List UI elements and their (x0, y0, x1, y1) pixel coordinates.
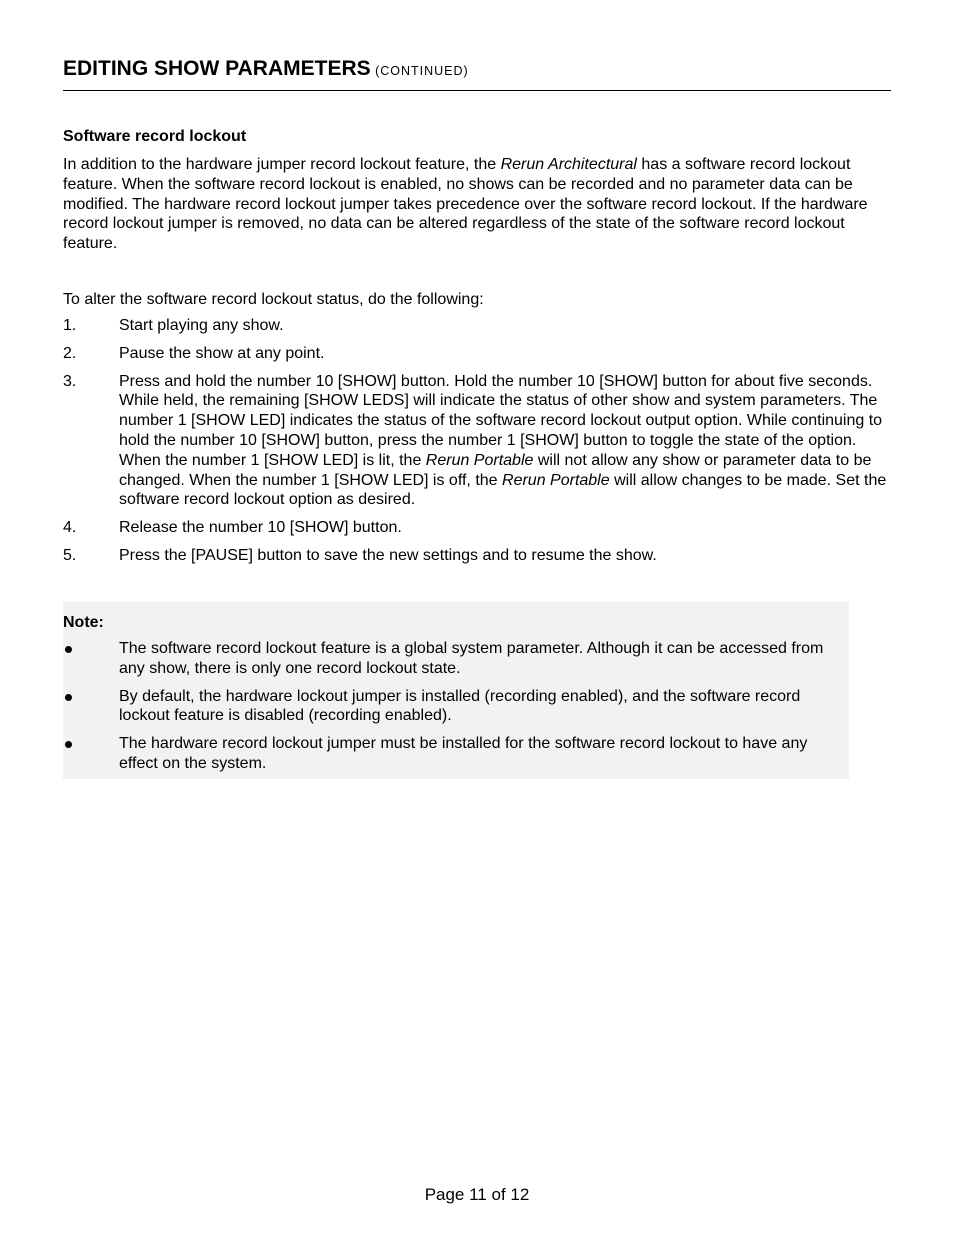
step-text-part: will allow changes to be made. Set the software record lockout option as desired. (119, 471, 887, 509)
step-item (63, 518, 891, 538)
section-heading: Software record lockout (63, 128, 247, 145)
note-text: The software record lockout feature is a global system parameter. Although it can be accessed from any show, there is only one record lockout state. (119, 640, 824, 677)
bullet-icon (65, 694, 72, 701)
alter-instructions: To alter the software record lockout status, do the following: (63, 291, 484, 308)
bullet-icon (65, 741, 72, 748)
step-item (63, 316, 891, 336)
intro-paragraph (63, 155, 891, 254)
step-text-part: Press and hold the number 10 [SHOW] button. Hold the number 10 [SHOW] button for about five seconds. While held, the remaining [SHOW LEDS] will indicate the status of other show and system parameters. The number 1 [SHOW LED] indicates the status of the software record lockout output option. While continuing to hold the number 10 [SHOW] button, press the number 1 [SHOW] button to toggle the state of the option. When the number 1 [SHOW LED] is lit, the (119, 372, 883, 469)
step-number: 3. (63, 372, 77, 390)
bullet-icon (65, 646, 72, 653)
step-item (63, 372, 891, 511)
note-item (63, 687, 849, 727)
note-list (63, 639, 849, 782)
step-item (63, 344, 891, 364)
step-text: Press the [PAUSE] button to save the new settings and to resume the show. (119, 546, 657, 564)
step-number: 4. (63, 519, 77, 537)
step-number: 5. (63, 546, 77, 564)
step-number: 1. (63, 317, 77, 334)
note-text: By default, the hardware lockout jumper is installed (recording enabled), and the software record lockout feature is disabled (recording enabled). (119, 687, 801, 725)
page-title: EDITING SHOW PARAMETERS (63, 57, 371, 80)
step-item (63, 546, 891, 566)
intro-text-post: has a software record lockout feature. When the software record lockout is enabled, no shows can be recorded and no parameter data can be modified. The hardware record lockout jumper takes precedence over the software record lockout. If the hardware record lockout jumper is removed, no data can be altered regardless of the state of the software record lockout feature. (63, 156, 868, 253)
step-text: Start playing any show. (119, 317, 284, 334)
page-header (63, 56, 891, 91)
note-item (63, 734, 849, 774)
step-text-part: will not allow any show or parameter data to be changed. When the number 1 [SHOW LED] is off, the (119, 451, 872, 489)
product-name: Rerun Portable (425, 451, 534, 469)
step-text (119, 373, 886, 509)
note-box (63, 602, 849, 779)
step-text: Pause the show at any point. (119, 344, 325, 362)
note-text: The hardware record lockout jumper must be installed for the software record lockout to have any effect on the system. (119, 735, 808, 772)
note-item (63, 639, 849, 679)
product-name: Rerun Portable (502, 471, 610, 489)
steps-list (63, 316, 891, 574)
title-continued-label: (CONTINUED) (375, 64, 469, 78)
intro-text-pre: In addition to the hardware jumper record lockout feature, the (63, 156, 501, 173)
note-title: Note: (63, 614, 104, 631)
product-name: Rerun Architectural (500, 156, 637, 173)
step-number: 2. (63, 344, 77, 362)
page-number: Page 11 of 12 (424, 1185, 530, 1204)
step-text: Release the number 10 [SHOW] button. (119, 519, 402, 537)
